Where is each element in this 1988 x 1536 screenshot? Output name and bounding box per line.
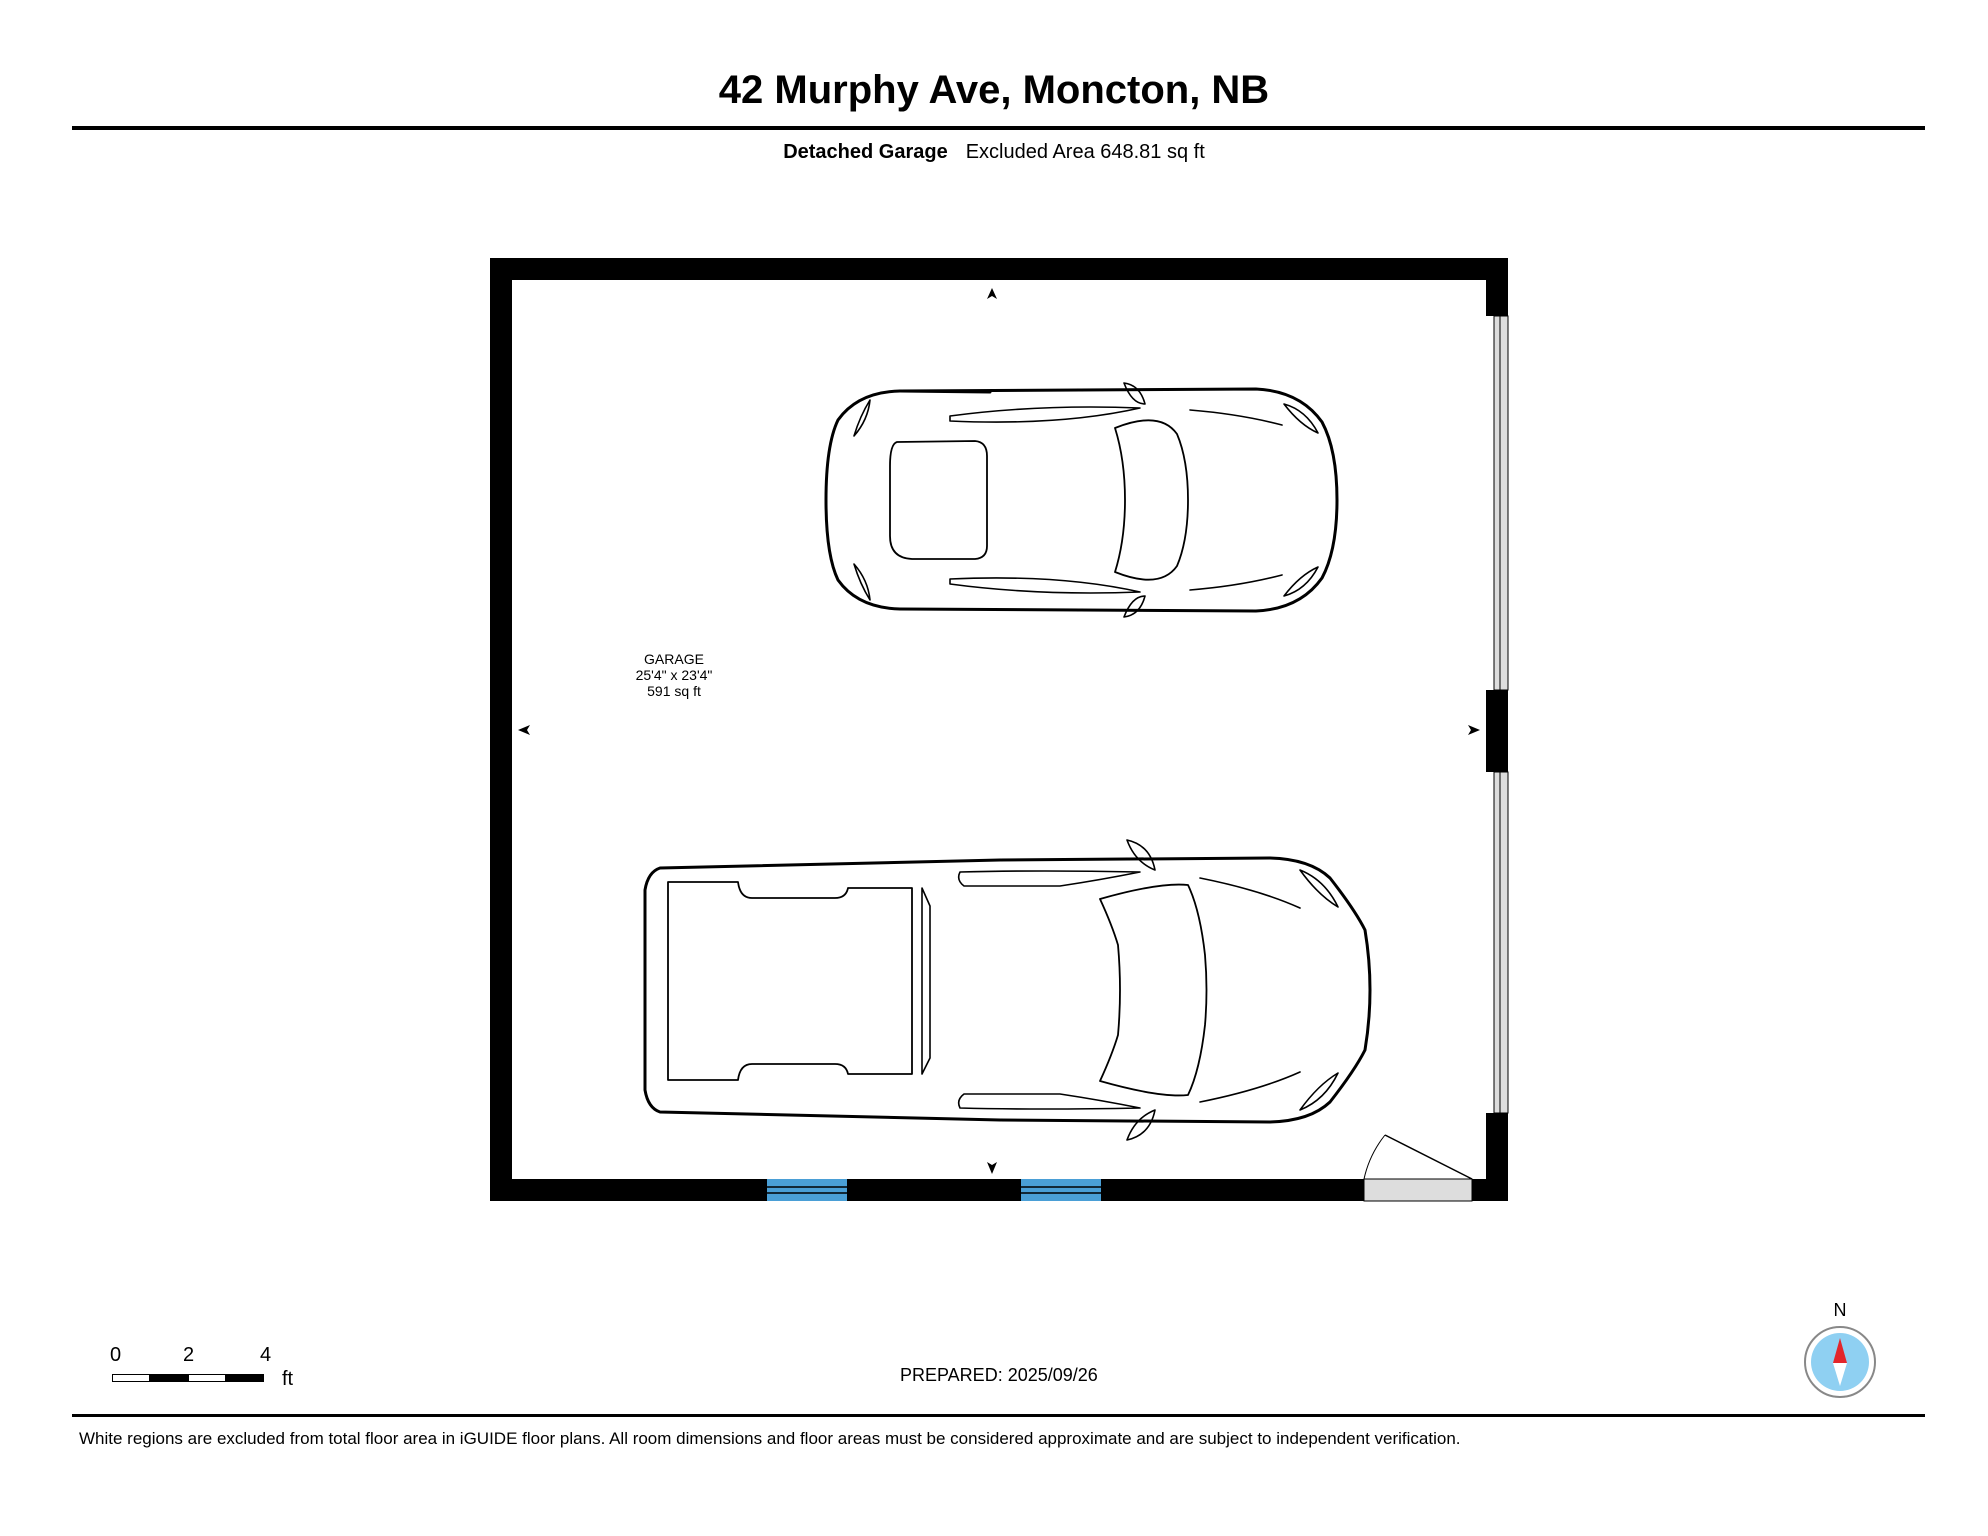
scale-tick-0: 0: [110, 1344, 122, 1366]
north-compass: [1800, 1300, 1880, 1400]
scale-segment: [226, 1374, 264, 1382]
window-south-left: [767, 1179, 847, 1201]
scale-bar: [108, 1344, 308, 1414]
dimension-arrows: [518, 288, 1480, 1174]
disclaimer: White regions are excluded from total floor area in iGUIDE floor plans. All room dimensions and floor areas must be considered approximate and are subject to independent verification.: [79, 1429, 1461, 1448]
scale-unit: ft: [282, 1368, 294, 1390]
window-south-right: [1021, 1179, 1101, 1201]
garage-walls: [490, 258, 1508, 1201]
car-top-icon: [826, 383, 1337, 617]
scale-segment: [150, 1374, 188, 1382]
scale-segment: [112, 1374, 150, 1382]
room-name: GARAGE: [644, 651, 704, 667]
excluded-area: Excluded Area 648.81 sq ft: [965, 141, 1205, 163]
scale-segment: [188, 1374, 226, 1382]
prepared-date: PREPARED: 2025/09/26: [900, 1365, 1098, 1385]
scale-tick-4: 4: [260, 1344, 272, 1366]
compass-icon: [1800, 1322, 1880, 1402]
room-label-garage: [612, 651, 736, 699]
plan-title: 42 Murphy Ave, Moncton, NB: [718, 68, 1270, 112]
level-name: Detached Garage: [783, 141, 948, 163]
room-dimensions: 25'4" x 23'4": [635, 667, 713, 683]
compass-label: N: [1833, 1300, 1847, 1320]
truck-bottom-icon: [645, 840, 1370, 1140]
entry-door: [1364, 1135, 1472, 1201]
room-area: 591 sq ft: [647, 683, 701, 699]
scale-tick-2: 2: [183, 1344, 195, 1366]
footer-divider: [72, 1414, 1925, 1417]
